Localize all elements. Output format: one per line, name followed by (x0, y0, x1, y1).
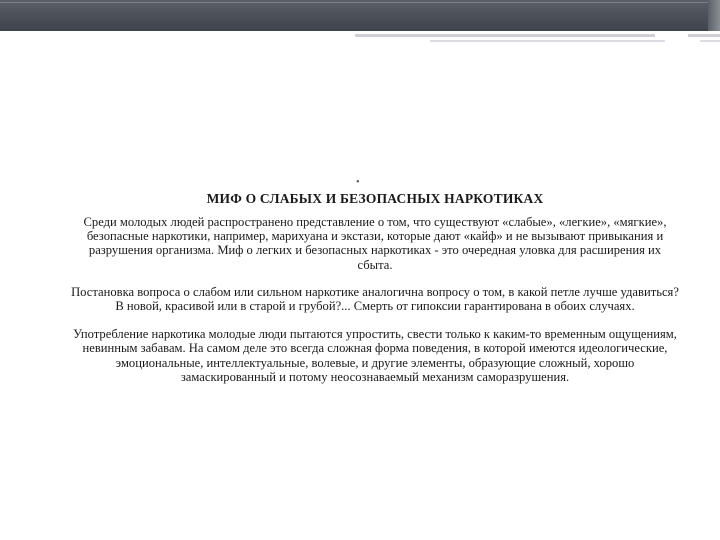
decorative-accent-line (700, 40, 720, 42)
bullet-marker: • (356, 177, 360, 188)
header-edge-accent (708, 0, 720, 31)
header-highlight-line (0, 2, 720, 3)
slide-header-bar (0, 0, 720, 31)
paragraph-myth-description: Среди молодых людей распространено представление о том, что существуют «слабые», «легкие», «мягкие», безопасные наркотики, например, марихуана и экстази, которые дают «кайф» и не вызывают привыкания и разрушения организма. Миф о легких и безопасных наркотиках - это очередная уловка для расширения их сбыта. (83, 215, 667, 272)
slide-content (70, 190, 680, 394)
paragraph-behavior-mechanism: Употребление наркотика молодые люди пытаются упростить, свести только к каким-то временным ощущениям, невинным забавам. На самом деле это всегда сложная форма поведения, в которой имеются идеологические, эмоциональные, интеллектуальные, волевые, и другие элементы, образующие сложный, хорошо замаскированный и потому неосознаваемый механизм саморазрушения. (73, 327, 677, 384)
decorative-accent-line (355, 34, 655, 37)
slide-title: МИФ О СЛАБЫХ И БЕЗОПАСНЫХ НАРКОТИКАХ (206, 191, 544, 206)
paragraph-noose-analogy: Постановка вопроса о слабом или сильном наркотике аналогична вопросу о том, в какой петле лучше удавиться? В новой, красивой или в старой и грубой?... Смерть от гипоксии гарантирована в обоих случаях. (71, 284, 679, 314)
decorative-accent-line (688, 34, 720, 37)
decorative-accent-line (430, 40, 665, 42)
